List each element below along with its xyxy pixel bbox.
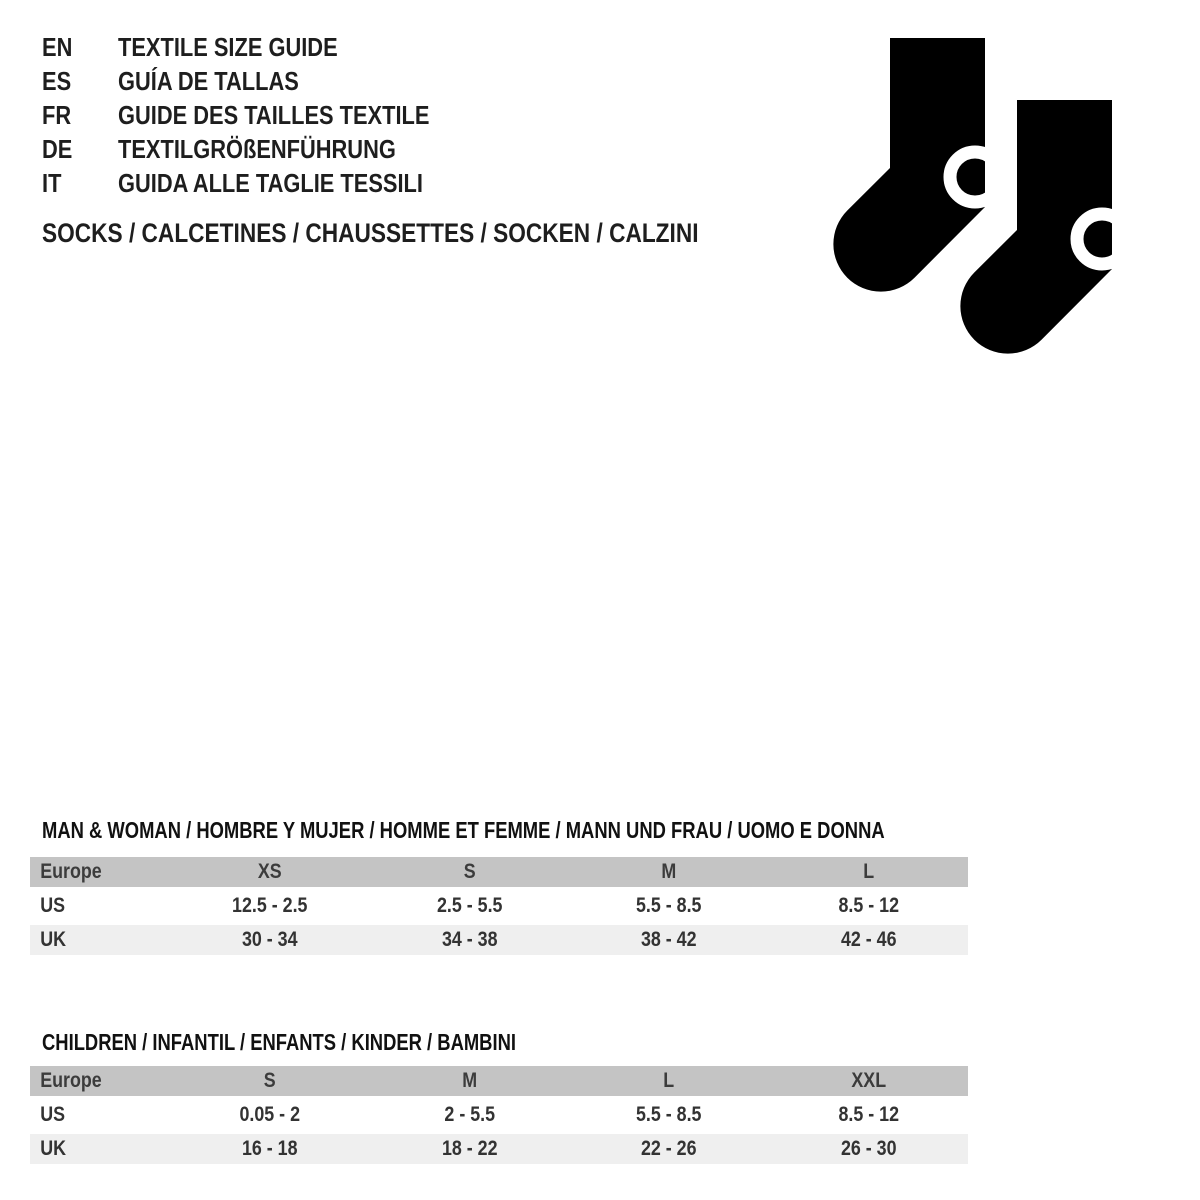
column-header-size: S (463, 860, 476, 883)
table-title-man-woman: MAN & WOMAN / HOMBRE Y MUJER / HOMME ET FEMME / MANN UND FRAU / UOMO E DONNA (42, 817, 885, 843)
language-row-es (42, 64, 489, 98)
row-label: US (40, 894, 66, 917)
size-cell: 8.5 - 12 (837, 1103, 899, 1126)
column-header-size: S (263, 1069, 276, 1092)
size-cell: 34 - 38 (441, 928, 498, 951)
socks-icon (815, 28, 1115, 368)
language-code: EN (42, 32, 73, 62)
row-label: US (40, 1103, 66, 1126)
table-row-uk (30, 1134, 968, 1164)
column-header-size: M (661, 860, 677, 883)
language-row-de (42, 132, 489, 166)
column-header-region: Europe (40, 860, 102, 883)
size-table-children (30, 1066, 968, 1168)
table-title-children: CHILDREN / INFANTIL / ENFANTS / KINDER / BAMBINI (42, 1029, 516, 1055)
row-label: UK (40, 928, 66, 951)
language-label: TEXTILE SIZE GUIDE (118, 32, 338, 62)
size-cell: 16 - 18 (241, 1137, 298, 1160)
column-header-size: XXL (850, 1069, 886, 1092)
size-cell: 8.5 - 12 (837, 894, 899, 917)
size-cell: 22 - 26 (640, 1137, 697, 1160)
size-cell: 18 - 22 (441, 1137, 498, 1160)
language-label: GUÍA DE TALLAS (118, 66, 299, 96)
language-row-it (42, 166, 489, 200)
language-list (42, 30, 489, 200)
table-header-row (30, 857, 968, 887)
table-row-us (30, 1100, 968, 1130)
table-row-us (30, 891, 968, 921)
language-row-fr (42, 98, 489, 132)
table-header-row (30, 1066, 968, 1096)
size-cell: 38 - 42 (640, 928, 697, 951)
table-row-uk (30, 925, 968, 955)
column-header-size: M (461, 1069, 477, 1092)
language-code: ES (42, 66, 72, 96)
size-cell: 2.5 - 5.5 (436, 894, 503, 917)
size-cell: 2 - 5.5 (443, 1103, 495, 1126)
column-header-size: L (663, 1069, 675, 1092)
size-cell: 12.5 - 2.5 (232, 894, 308, 917)
language-label: TEXTILGRÖßENFÜHRUNG (118, 134, 396, 164)
language-row-en (42, 30, 489, 64)
language-code: FR (42, 100, 72, 130)
product-category-heading: SOCKS / CALCETINES / CHAUSSETTES / SOCKEN / CALZINI (42, 218, 699, 248)
size-cell: 5.5 - 8.5 (635, 1103, 702, 1126)
size-table-man-woman (30, 857, 968, 959)
size-cell: 0.05 - 2 (239, 1103, 301, 1126)
size-cell: 5.5 - 8.5 (635, 894, 702, 917)
size-cell: 42 - 46 (840, 928, 897, 951)
column-header-size: L (862, 860, 874, 883)
size-cell: 26 - 30 (840, 1137, 897, 1160)
column-header-size: XS (257, 860, 282, 883)
language-label: GUIDA ALLE TAGLIE TESSILI (118, 168, 423, 198)
row-label: UK (40, 1137, 66, 1160)
language-code: IT (42, 168, 62, 198)
column-header-region: Europe (40, 1069, 102, 1092)
size-cell: 30 - 34 (241, 928, 298, 951)
language-code: DE (42, 134, 73, 164)
language-label: GUIDE DES TAILLES TEXTILE (118, 100, 430, 130)
